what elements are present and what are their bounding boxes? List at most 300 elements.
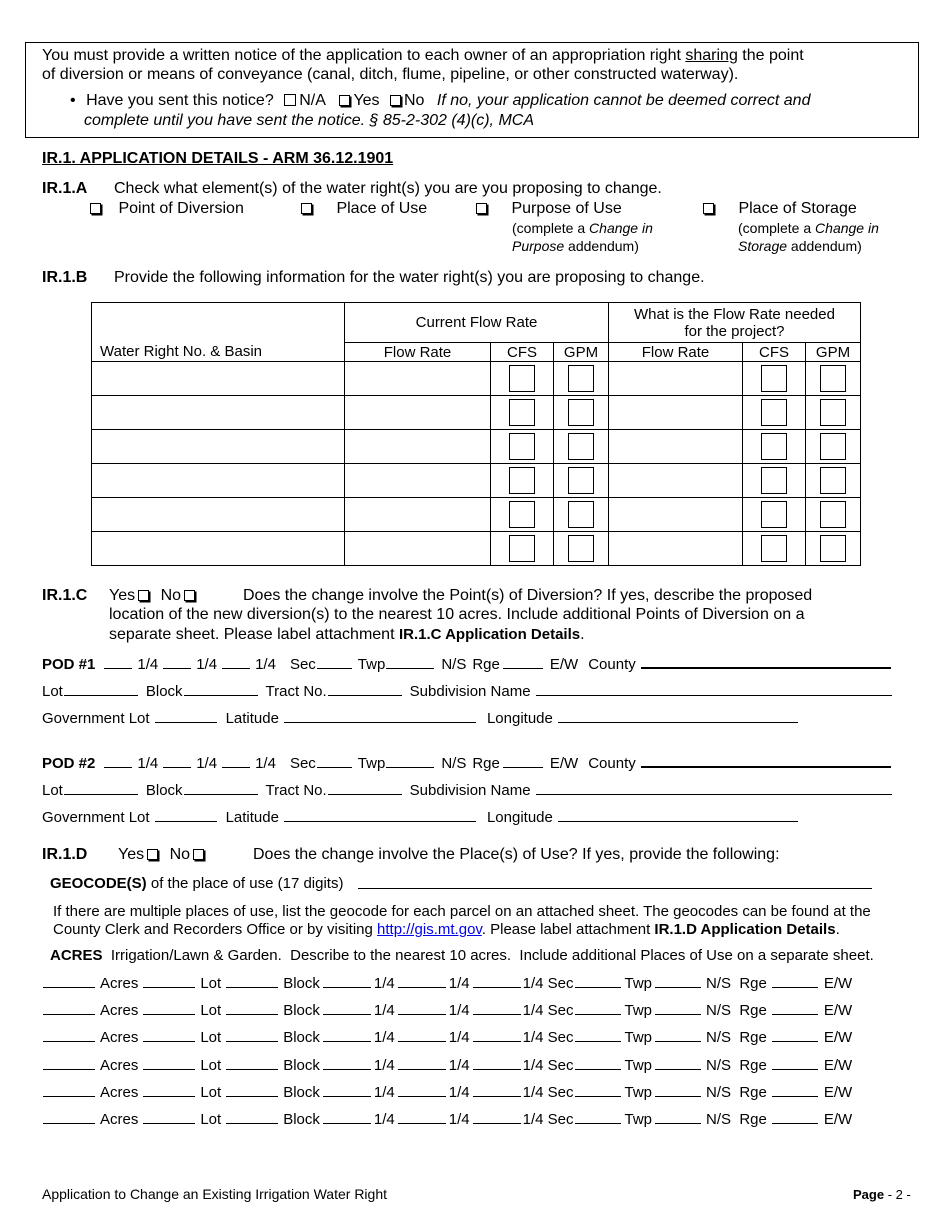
pod2-subdivision[interactable] bbox=[536, 781, 892, 795]
ns-row-label: N/S Rge bbox=[706, 1083, 767, 1101]
current-flow-cell[interactable] bbox=[345, 430, 491, 464]
twp-label: Twp bbox=[357, 656, 386, 673]
pod-option-label: Point of Diversion bbox=[118, 200, 244, 217]
q-row-label: 1/4 bbox=[448, 1002, 470, 1020]
needed-gpm-cell[interactable] bbox=[806, 532, 861, 566]
unit-box[interactable] bbox=[568, 467, 594, 494]
pod2-county[interactable] bbox=[641, 754, 891, 768]
twp-row-label: Twp bbox=[624, 1083, 652, 1101]
multi-line-2-mid: . Please label attachment bbox=[481, 921, 655, 938]
pod2-gov-lot[interactable] bbox=[155, 808, 217, 822]
geocode-input[interactable] bbox=[358, 888, 872, 889]
acres-row bbox=[42, 974, 852, 992]
purpose-note-text: (complete a bbox=[512, 220, 590, 236]
bullet: • bbox=[70, 92, 76, 109]
current-flow-header: Current Flow Rate bbox=[345, 303, 609, 343]
water-right-cell[interactable] bbox=[92, 396, 345, 430]
acres-field[interactable] bbox=[43, 974, 95, 988]
table-row bbox=[92, 396, 861, 430]
ew-row-label: E/W bbox=[823, 1002, 853, 1020]
water-right-cell[interactable] bbox=[92, 430, 345, 464]
acres-text: Irrigation/Lawn & Garden. Describe to the nearest 10 acres. Include additional Places of Use on a separate sheet. bbox=[102, 947, 874, 964]
block-field[interactable] bbox=[226, 1028, 278, 1042]
water-right-cell[interactable] bbox=[92, 498, 345, 532]
unit-box[interactable] bbox=[820, 433, 846, 460]
pod2-location-row bbox=[42, 754, 892, 772]
page-label: Page bbox=[853, 1187, 885, 1202]
q1-field[interactable] bbox=[323, 1110, 371, 1124]
block-row-label: Block bbox=[283, 1083, 320, 1101]
sec-field[interactable] bbox=[575, 974, 621, 988]
no-label: No bbox=[404, 92, 425, 109]
current-cfs-cell[interactable] bbox=[491, 396, 554, 430]
acres-row-label: Acres bbox=[100, 1083, 139, 1101]
unit-box[interactable] bbox=[761, 467, 787, 494]
acres-label: ACRES bbox=[50, 947, 103, 964]
storage-note-italic-2: Storage bbox=[738, 238, 788, 254]
ns-row-label: N/S Rge bbox=[706, 1111, 767, 1128]
pod1-label: POD #1 bbox=[42, 656, 96, 673]
unit-box[interactable] bbox=[761, 433, 787, 460]
q-row-label: 1/4 bbox=[448, 975, 470, 992]
twp-row-label: Twp bbox=[624, 1111, 652, 1128]
acres-row-label: Acres bbox=[100, 1056, 139, 1074]
pod2-q1[interactable] bbox=[104, 754, 132, 768]
block-row-label: Block bbox=[283, 1002, 320, 1020]
current-cfs-cell[interactable] bbox=[491, 464, 554, 498]
needed-cfs-cell[interactable] bbox=[743, 464, 806, 498]
needed-cfs-col: CFS bbox=[743, 343, 806, 362]
ir1c-yesno bbox=[109, 587, 198, 605]
ir1c-no-checkbox[interactable] bbox=[184, 590, 195, 601]
unit-box[interactable] bbox=[568, 535, 594, 562]
longitude-label: Longitude bbox=[486, 809, 553, 826]
twp-field[interactable] bbox=[655, 1110, 701, 1124]
needed-cfs-cell[interactable] bbox=[743, 430, 806, 464]
purpose-note-italic: Change in bbox=[589, 220, 653, 236]
unit-box[interactable] bbox=[568, 399, 594, 426]
unit-box[interactable] bbox=[509, 535, 535, 562]
sec-field[interactable] bbox=[575, 1056, 621, 1070]
needed-flow-cell[interactable] bbox=[609, 498, 743, 532]
twp-row-label: Twp bbox=[624, 975, 652, 992]
ns-row-label: N/S Rge bbox=[706, 1029, 767, 1047]
q-row-label: 1/4 bbox=[448, 1111, 470, 1128]
pod1-tract[interactable] bbox=[328, 682, 402, 696]
twp-field[interactable] bbox=[655, 1083, 701, 1097]
current-gpm-cell[interactable] bbox=[554, 532, 609, 566]
acres-field[interactable] bbox=[43, 1001, 95, 1015]
unit-box[interactable] bbox=[761, 501, 787, 528]
pod1-coord-row bbox=[42, 709, 799, 727]
twp-field[interactable] bbox=[655, 974, 701, 988]
notice-question: Have you sent this notice? bbox=[86, 92, 274, 109]
q2-field[interactable] bbox=[398, 1110, 446, 1124]
q2-field[interactable] bbox=[398, 1056, 446, 1070]
unit-box[interactable] bbox=[568, 433, 594, 460]
table-row bbox=[92, 532, 861, 566]
pod1-location-row bbox=[42, 655, 892, 673]
ir1d-no-label: No bbox=[169, 846, 191, 863]
q3-field[interactable] bbox=[473, 974, 521, 988]
pod1-county[interactable] bbox=[641, 655, 891, 669]
sec-field[interactable] bbox=[575, 1028, 621, 1042]
unit-box[interactable] bbox=[820, 467, 846, 494]
na-label: N/A bbox=[299, 92, 325, 109]
q-row-label: 1/4 bbox=[448, 1029, 470, 1047]
sec-row-label: 1/4 Sec bbox=[522, 1111, 574, 1128]
rge-field[interactable] bbox=[772, 1028, 818, 1042]
lot-label: Lot bbox=[42, 782, 63, 799]
storage-option[interactable] bbox=[700, 200, 857, 218]
needed-cfs-cell[interactable] bbox=[743, 532, 806, 566]
current-cfs-cell[interactable] bbox=[491, 498, 554, 532]
block-field[interactable] bbox=[226, 1001, 278, 1015]
purpose-note-text-2: addendum) bbox=[564, 238, 639, 254]
lot-row-label: Lot bbox=[200, 1083, 222, 1101]
multi-line-2-bold: IR.1.D Application Details bbox=[654, 921, 836, 938]
sec-field[interactable] bbox=[575, 1083, 621, 1097]
pod2-q2[interactable] bbox=[163, 754, 191, 768]
q-row-label: 1/4 bbox=[373, 1056, 395, 1074]
notice-warning-1: If no, your application cannot be deemed correct and bbox=[436, 92, 811, 109]
twp-row-label: Twp bbox=[624, 1029, 652, 1047]
q3-field[interactable] bbox=[473, 1001, 521, 1015]
flow-rate-table bbox=[91, 302, 861, 566]
needed-flow-line-2: for the project? bbox=[684, 322, 785, 340]
pod1-twp[interactable] bbox=[386, 655, 434, 669]
lot-field[interactable] bbox=[143, 974, 195, 988]
twp-field[interactable] bbox=[655, 1001, 701, 1015]
q1-field[interactable] bbox=[323, 1083, 371, 1097]
unit-box[interactable] bbox=[568, 365, 594, 392]
acres-field[interactable] bbox=[43, 1083, 95, 1097]
pod2-coord-row bbox=[42, 808, 799, 826]
sec-field[interactable] bbox=[575, 1110, 621, 1124]
yes-checkbox[interactable] bbox=[339, 95, 350, 106]
needed-flow-cell[interactable] bbox=[609, 396, 743, 430]
county-label: County bbox=[588, 755, 636, 772]
q2-field[interactable] bbox=[398, 1028, 446, 1042]
sec-row-label: 1/4 Sec bbox=[522, 1029, 574, 1047]
unit-box[interactable] bbox=[820, 365, 846, 392]
pod2-block[interactable] bbox=[184, 781, 258, 795]
page-number: - 2 - bbox=[884, 1187, 911, 1202]
q2-field[interactable] bbox=[398, 1083, 446, 1097]
needed-gpm-cell[interactable] bbox=[806, 498, 861, 532]
ew-row-label: E/W bbox=[823, 975, 853, 992]
unit-box[interactable] bbox=[820, 501, 846, 528]
storage-note-italic: Change in bbox=[815, 220, 879, 236]
needed-flow-header bbox=[609, 303, 861, 343]
no-checkbox[interactable] bbox=[390, 95, 401, 106]
acres-row bbox=[42, 1110, 852, 1128]
tract-label: Tract No. bbox=[265, 683, 327, 700]
lot-row-label: Lot bbox=[200, 1056, 222, 1074]
current-flow-cell[interactable] bbox=[345, 362, 491, 396]
ir1c-line-2: location of the new diversion(s) to the nearest 10 acres. Include additional Points of Diversion on a bbox=[109, 606, 805, 623]
lot-field[interactable] bbox=[143, 1056, 195, 1070]
q-row-label: 1/4 bbox=[373, 1111, 395, 1128]
purpose-checkbox[interactable] bbox=[476, 203, 487, 214]
current-gpm-cell[interactable] bbox=[554, 396, 609, 430]
q-row-label: 1/4 bbox=[373, 1029, 395, 1047]
rge-field[interactable] bbox=[772, 974, 818, 988]
needed-flow-cell[interactable] bbox=[609, 430, 743, 464]
rge-field[interactable] bbox=[772, 1001, 818, 1015]
pod2-rge[interactable] bbox=[503, 754, 543, 768]
ir1d-yes-checkbox[interactable] bbox=[147, 849, 158, 860]
ir1c-line-3-bold: IR.1.C Application Details bbox=[398, 626, 581, 643]
q2-field[interactable] bbox=[398, 974, 446, 988]
storage-note-text: (complete a bbox=[738, 220, 816, 236]
ns-row-label: N/S Rge bbox=[706, 975, 767, 992]
needed-gpm-cell[interactable] bbox=[806, 396, 861, 430]
needed-flow-cell[interactable] bbox=[609, 532, 743, 566]
pod1-longitude[interactable] bbox=[558, 709, 798, 723]
q2-field[interactable] bbox=[398, 1001, 446, 1015]
unit-box[interactable] bbox=[761, 365, 787, 392]
pou-option[interactable] bbox=[298, 200, 427, 218]
twp-label: Twp bbox=[357, 755, 386, 772]
q-row-label: 1/4 bbox=[448, 1083, 470, 1101]
q1-field[interactable] bbox=[323, 1001, 371, 1015]
ir1c-yes-checkbox[interactable] bbox=[138, 590, 149, 601]
current-gpm-cell[interactable] bbox=[554, 464, 609, 498]
pod1-subdivision[interactable] bbox=[536, 682, 892, 696]
geocode-row bbox=[50, 875, 343, 892]
subdivision-label: Subdivision Name bbox=[409, 782, 531, 799]
rge-field[interactable] bbox=[772, 1083, 818, 1097]
footer-title: Application to Change an Existing Irrigation Water Right bbox=[42, 1186, 387, 1202]
needed-gpm-cell[interactable] bbox=[806, 464, 861, 498]
unit-box[interactable] bbox=[761, 399, 787, 426]
current-cfs-col: CFS bbox=[491, 343, 554, 362]
needed-flow-cell[interactable] bbox=[609, 464, 743, 498]
lot-label: Lot bbox=[42, 683, 63, 700]
block-field[interactable] bbox=[226, 974, 278, 988]
q-row-label: 1/4 bbox=[373, 1002, 395, 1020]
pod1-sec[interactable] bbox=[317, 655, 352, 669]
rge-label: Rge bbox=[472, 755, 500, 772]
lot-field[interactable] bbox=[143, 1083, 195, 1097]
q1-field[interactable] bbox=[323, 974, 371, 988]
pod1-lot[interactable] bbox=[64, 682, 138, 696]
water-right-cell[interactable] bbox=[92, 362, 345, 396]
unit-box[interactable] bbox=[509, 365, 535, 392]
acres-row bbox=[42, 1001, 852, 1019]
q1-field[interactable] bbox=[323, 1056, 371, 1070]
multi-line-2 bbox=[53, 921, 840, 938]
notice-line-2: of diversion or means of conveyance (canal, ditch, flume, pipeline, or other constructed waterway). bbox=[42, 66, 739, 83]
unit-box[interactable] bbox=[509, 399, 535, 426]
acres-row bbox=[42, 1056, 852, 1074]
storage-note-text-2: addendum) bbox=[787, 238, 862, 254]
q1-field[interactable] bbox=[323, 1028, 371, 1042]
current-gpm-col: GPM bbox=[554, 343, 609, 362]
ir1d-no-checkbox[interactable] bbox=[193, 849, 204, 860]
needed-flow-rate-col: Flow Rate bbox=[609, 343, 743, 362]
q-row-label: 1/4 bbox=[373, 975, 395, 992]
acres-row-label: Acres bbox=[100, 1029, 139, 1047]
na-checkbox[interactable] bbox=[284, 94, 296, 106]
unit-box[interactable] bbox=[509, 501, 535, 528]
rge-field[interactable] bbox=[772, 1110, 818, 1124]
ir1c-yes-label: Yes bbox=[109, 587, 136, 604]
q3-field[interactable] bbox=[473, 1083, 521, 1097]
current-cfs-cell[interactable] bbox=[491, 362, 554, 396]
needed-gpm-cell[interactable] bbox=[806, 362, 861, 396]
current-flow-rate-col: Flow Rate bbox=[345, 343, 491, 362]
block-field[interactable] bbox=[226, 1110, 278, 1124]
q-row-label: 1/4 bbox=[373, 1083, 395, 1101]
current-flow-cell[interactable] bbox=[345, 498, 491, 532]
block-row-label: Block bbox=[283, 1056, 320, 1074]
ir1d-yesno bbox=[118, 846, 207, 864]
purpose-note bbox=[512, 219, 653, 255]
pod2-latitude[interactable] bbox=[284, 808, 476, 822]
ir1c-row bbox=[42, 587, 813, 605]
sec-row-label: 1/4 Sec bbox=[522, 1056, 574, 1074]
pod2-lot[interactable] bbox=[64, 781, 138, 795]
current-gpm-cell[interactable] bbox=[554, 362, 609, 396]
ew-row-label: E/W bbox=[823, 1083, 853, 1101]
block-row-label: Block bbox=[283, 1029, 320, 1047]
pod2-q3[interactable] bbox=[222, 754, 250, 768]
purpose-option[interactable] bbox=[473, 200, 622, 218]
q3-field[interactable] bbox=[473, 1056, 521, 1070]
lot-row-label: Lot bbox=[200, 1111, 222, 1128]
rge-field[interactable] bbox=[772, 1056, 818, 1070]
sec-label: Sec bbox=[289, 656, 316, 673]
ir1d-text: Does the change involve the Place(s) of Use? If yes, provide the following: bbox=[253, 846, 780, 863]
quarter-label: 1/4 bbox=[137, 656, 159, 673]
purpose-option-label: Purpose of Use bbox=[511, 200, 622, 217]
acres-field[interactable] bbox=[43, 1056, 95, 1070]
quarter-label: 1/4 bbox=[196, 755, 218, 772]
pod2-longitude[interactable] bbox=[558, 808, 798, 822]
sec-row-label: 1/4 Sec bbox=[522, 975, 574, 992]
storage-checkbox[interactable] bbox=[703, 203, 714, 214]
sec-field[interactable] bbox=[575, 1001, 621, 1015]
needed-cfs-cell[interactable] bbox=[743, 362, 806, 396]
water-right-cell[interactable] bbox=[92, 532, 345, 566]
water-right-cell[interactable] bbox=[92, 464, 345, 498]
lot-row-label: Lot bbox=[200, 1002, 222, 1020]
acres-field[interactable] bbox=[43, 1028, 95, 1042]
unit-box[interactable] bbox=[820, 535, 846, 562]
pod1-block[interactable] bbox=[184, 682, 258, 696]
purpose-note-italic-2: Purpose bbox=[512, 238, 565, 254]
block-label: Block bbox=[145, 683, 183, 700]
needed-flow-cell[interactable] bbox=[609, 362, 743, 396]
pod-option[interactable] bbox=[87, 200, 244, 218]
unit-box[interactable] bbox=[820, 399, 846, 426]
ir1c-no-label: No bbox=[160, 587, 182, 604]
unit-box[interactable] bbox=[509, 433, 535, 460]
twp-row-label: Twp bbox=[624, 1056, 652, 1074]
needed-gpm-cell[interactable] bbox=[806, 430, 861, 464]
geocode-text: of the place of use (17 digits) bbox=[146, 875, 344, 892]
pod1-q2[interactable] bbox=[163, 655, 191, 669]
pou-option-label: Place of Use bbox=[336, 200, 428, 217]
needed-cfs-cell[interactable] bbox=[743, 498, 806, 532]
twp-field[interactable] bbox=[655, 1028, 701, 1042]
sec-row-label: 1/4 Sec bbox=[522, 1002, 574, 1020]
table-row bbox=[92, 430, 861, 464]
geocode-label: GEOCODE(S) bbox=[50, 875, 147, 892]
ew-row-label: E/W bbox=[823, 1056, 853, 1074]
notice-text-end: the point bbox=[737, 47, 804, 64]
twp-field[interactable] bbox=[655, 1056, 701, 1070]
pod1-lot-row bbox=[42, 682, 893, 700]
ns-label: N/S bbox=[441, 755, 467, 772]
ns-row-label: N/S Rge bbox=[706, 1056, 767, 1074]
unit-box[interactable] bbox=[568, 501, 594, 528]
current-cfs-cell[interactable] bbox=[491, 430, 554, 464]
lot-field[interactable] bbox=[143, 1110, 195, 1124]
pod1-q1[interactable] bbox=[104, 655, 132, 669]
pod1-latitude[interactable] bbox=[284, 709, 476, 723]
acres-row bbox=[42, 1028, 852, 1046]
current-cfs-cell[interactable] bbox=[491, 532, 554, 566]
current-flow-cell[interactable] bbox=[345, 532, 491, 566]
table-row bbox=[92, 498, 861, 532]
acres-header bbox=[50, 947, 874, 964]
lot-field[interactable] bbox=[143, 1001, 195, 1015]
multi-line-2-end: . bbox=[835, 921, 840, 938]
q-row-label: 1/4 bbox=[448, 1056, 470, 1074]
pod1-rge[interactable] bbox=[503, 655, 543, 669]
latitude-label: Latitude bbox=[225, 809, 279, 826]
county-label: County bbox=[588, 656, 636, 673]
unit-box[interactable] bbox=[761, 535, 787, 562]
block-field[interactable] bbox=[226, 1083, 278, 1097]
lot-row-label: Lot bbox=[200, 975, 222, 992]
ir1c-line-3-end: . bbox=[580, 626, 585, 643]
pod2-label: POD #2 bbox=[42, 755, 96, 772]
pod-checkbox[interactable] bbox=[90, 203, 101, 214]
storage-note bbox=[738, 219, 879, 255]
gis-link[interactable]: http://gis.mt.gov bbox=[377, 921, 482, 938]
pod2-tract[interactable] bbox=[328, 781, 402, 795]
pou-checkbox[interactable] bbox=[301, 203, 312, 214]
current-flow-cell[interactable] bbox=[345, 396, 491, 430]
pod1-gov-lot[interactable] bbox=[155, 709, 217, 723]
acres-row-label: Acres bbox=[100, 1002, 139, 1020]
unit-box[interactable] bbox=[509, 467, 535, 494]
q3-field[interactable] bbox=[473, 1110, 521, 1124]
needed-gpm-col: GPM bbox=[806, 343, 861, 362]
ns-row-label: N/S Rge bbox=[706, 1002, 767, 1020]
latitude-label: Latitude bbox=[225, 710, 279, 727]
lot-field[interactable] bbox=[143, 1028, 195, 1042]
q3-field[interactable] bbox=[473, 1028, 521, 1042]
pod2-sec[interactable] bbox=[317, 754, 352, 768]
block-field[interactable] bbox=[226, 1056, 278, 1070]
acres-row-label: Acres bbox=[100, 1111, 139, 1128]
quarter-label: 1/4 bbox=[255, 755, 276, 772]
current-gpm-cell[interactable] bbox=[554, 430, 609, 464]
needed-cfs-cell[interactable] bbox=[743, 396, 806, 430]
current-flow-cell[interactable] bbox=[345, 464, 491, 498]
pod1-q3[interactable] bbox=[222, 655, 250, 669]
current-gpm-cell[interactable] bbox=[554, 498, 609, 532]
acres-field[interactable] bbox=[43, 1110, 95, 1124]
water-right-header: Water Right No. & Basin bbox=[92, 303, 345, 362]
longitude-label: Longitude bbox=[486, 710, 553, 727]
pod2-twp[interactable] bbox=[386, 754, 434, 768]
